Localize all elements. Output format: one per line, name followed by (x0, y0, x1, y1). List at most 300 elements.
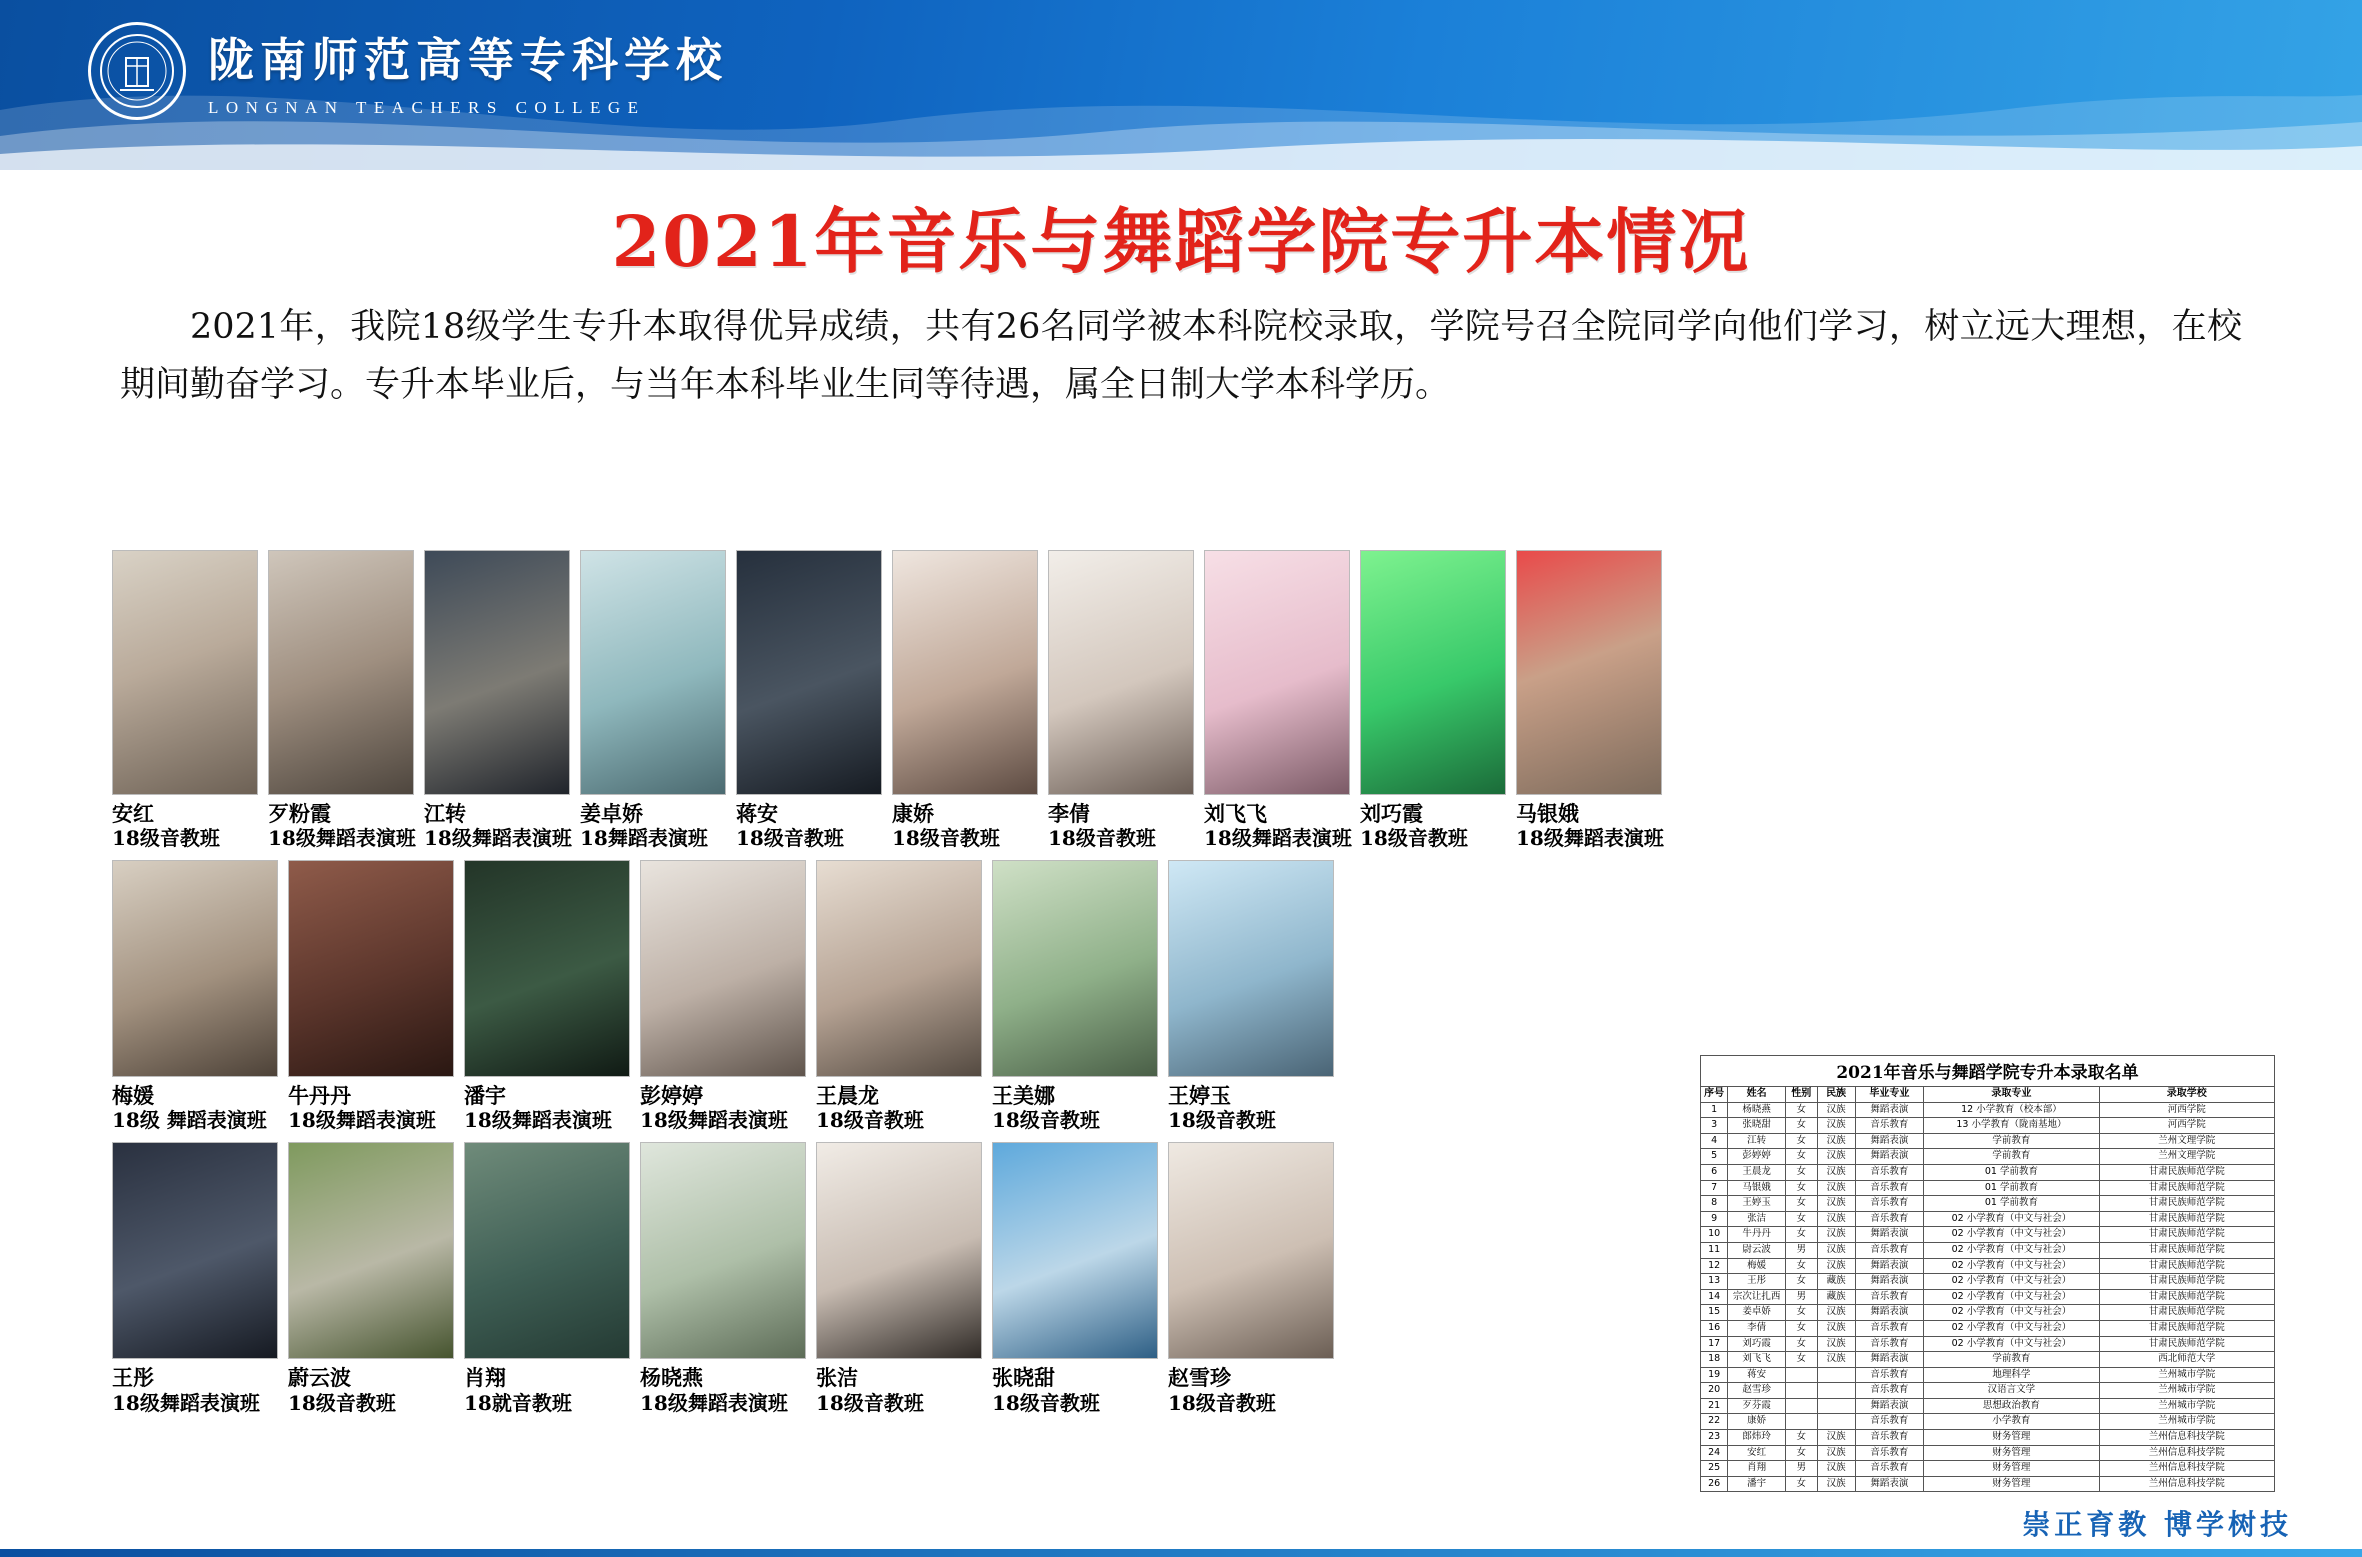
td-ethnicity: 藏族 (1817, 1289, 1855, 1305)
td-admitted-school: 甘肃民族师范学院 (2099, 1164, 2274, 1180)
td-major: 舞蹈表演 (1855, 1102, 1924, 1118)
td-admitted-major: 学前教育 (1924, 1133, 2099, 1149)
td-admitted-school: 兰州城市学院 (2099, 1398, 2274, 1414)
student-name: 刘巧霞 (1360, 801, 1423, 826)
student-photo (112, 1142, 278, 1359)
student-photo (1168, 1142, 1334, 1359)
student-name: 杨晓燕 (640, 1365, 703, 1391)
table-header-row (1701, 1087, 2275, 1103)
table-row (1701, 1118, 2275, 1134)
td-admitted-major: 思想政治教育 (1924, 1398, 2099, 1414)
td-admitted-school: 兰州信息科技学院 (2099, 1430, 2274, 1446)
td-gender: 男 (1785, 1289, 1817, 1305)
student-class: 18级 舞蹈表演班 (112, 1108, 267, 1133)
td-admitted-school: 甘肃民族师范学院 (2099, 1227, 2274, 1243)
student-name: 牛丹丹 (288, 1083, 351, 1109)
table-row (1701, 1149, 2275, 1165)
td-admitted-major: 02 小学教育（中文与社会） (1924, 1289, 2099, 1305)
student-name: 蒋安 (736, 801, 778, 826)
td-index: 12 (1701, 1258, 1728, 1274)
td-admitted-major: 02 小学教育（中文与社会） (1924, 1211, 2099, 1227)
td-major: 音乐教育 (1855, 1211, 1924, 1227)
td-major: 音乐教育 (1855, 1196, 1924, 1212)
td-ethnicity (1817, 1398, 1855, 1414)
student-photo (1360, 550, 1506, 795)
td-name: 康娇 (1728, 1414, 1786, 1430)
td-index: 4 (1701, 1133, 1728, 1149)
td-major: 舞蹈表演 (1855, 1352, 1924, 1368)
student-photo (640, 1142, 806, 1359)
table-row (1701, 1398, 2275, 1414)
td-gender (1785, 1414, 1817, 1430)
th-name: 姓名 (1728, 1087, 1786, 1103)
intro-paragraph: 2021年，我院18级学生专升本取得优异成绩，共有26名同学被本科院校录取，学院号召全院同学向他们学习，树立远大理想，在校期间勤奋学习。专升本毕业后，与当年本科毕业生同等待遇，属全日制大学本科学历。 (120, 307, 2242, 405)
student-name: 王晨龙 (816, 1083, 879, 1109)
student-card (1360, 550, 1516, 851)
td-ethnicity: 汉族 (1817, 1118, 1855, 1134)
table-row (1701, 1133, 2275, 1149)
th-admitted-major: 录取专业 (1924, 1087, 2099, 1103)
td-admitted-major: 01 学前教育 (1924, 1164, 2099, 1180)
td-gender: 女 (1785, 1164, 1817, 1180)
table-row (1701, 1258, 2275, 1274)
td-ethnicity: 汉族 (1817, 1445, 1855, 1461)
td-index: 11 (1701, 1242, 1728, 1258)
td-admitted-major: 学前教育 (1924, 1149, 2099, 1165)
student-photo (1168, 860, 1334, 1077)
student-class: 18级音教班 (992, 1108, 1100, 1133)
school-seal-icon (88, 22, 186, 120)
td-major: 舞蹈表演 (1855, 1274, 1924, 1290)
td-admitted-school: 甘肃民族师范学院 (2099, 1320, 2274, 1336)
td-ethnicity: 汉族 (1817, 1211, 1855, 1227)
student-class: 18级舞蹈表演班 (288, 1108, 436, 1133)
td-admitted-major: 财务管理 (1924, 1476, 2099, 1492)
student-name: 王美娜 (992, 1083, 1055, 1109)
td-gender: 女 (1785, 1118, 1817, 1134)
student-card (1204, 550, 1360, 851)
td-major: 音乐教育 (1855, 1289, 1924, 1305)
td-major: 音乐教育 (1855, 1445, 1924, 1461)
admission-table-title: 2021年音乐与舞蹈学院专升本录取名单 (1700, 1055, 2275, 1086)
student-class: 18级音教班 (892, 826, 1000, 851)
student-class: 18级音教班 (288, 1390, 396, 1415)
table-row (1701, 1102, 2275, 1118)
th-index: 序号 (1701, 1087, 1728, 1103)
td-admitted-major: 02 小学教育（中文与社会） (1924, 1274, 2099, 1290)
td-index: 17 (1701, 1336, 1728, 1352)
student-class: 18级舞蹈表演班 (640, 1390, 788, 1415)
td-gender: 女 (1785, 1430, 1817, 1446)
td-major: 音乐教育 (1855, 1242, 1924, 1258)
school-name-cn: 陇南师范高等专科学校 (208, 33, 728, 87)
td-ethnicity (1817, 1367, 1855, 1383)
student-class: 18级舞蹈表演班 (1204, 826, 1352, 851)
td-name: 王彤 (1728, 1274, 1786, 1290)
td-admitted-school: 甘肃民族师范学院 (2099, 1258, 2274, 1274)
student-name: 马银娥 (1516, 801, 1579, 826)
td-ethnicity: 藏族 (1817, 1274, 1855, 1290)
table-row (1701, 1180, 2275, 1196)
table-row (1701, 1242, 2275, 1258)
td-ethnicity: 汉族 (1817, 1196, 1855, 1212)
td-index: 26 (1701, 1476, 1728, 1492)
td-gender: 女 (1785, 1305, 1817, 1321)
student-photo (424, 550, 570, 795)
td-admitted-major: 02 小学教育（中文与社会） (1924, 1336, 2099, 1352)
th-ethnicity: 民族 (1817, 1087, 1855, 1103)
school-motto: 崇正育教 博学树技 (2022, 1508, 2292, 1541)
table-row (1701, 1476, 2275, 1492)
table-row (1701, 1352, 2275, 1368)
td-admitted-school: 甘肃民族师范学院 (2099, 1274, 2274, 1290)
td-major: 音乐教育 (1855, 1383, 1924, 1399)
td-name: 刘飞飞 (1728, 1352, 1786, 1368)
student-name: 潘宇 (464, 1083, 506, 1109)
td-index: 13 (1701, 1274, 1728, 1290)
td-admitted-school: 西北师范大学 (2099, 1352, 2274, 1368)
student-card (580, 550, 736, 851)
student-card (112, 1142, 288, 1415)
td-major: 音乐教育 (1855, 1336, 1924, 1352)
td-gender: 女 (1785, 1180, 1817, 1196)
table-row (1701, 1461, 2275, 1477)
td-admitted-school: 兰州文理学院 (2099, 1133, 2274, 1149)
td-ethnicity: 汉族 (1817, 1352, 1855, 1368)
student-name: 姜卓娇 (580, 801, 643, 826)
table-row (1701, 1305, 2275, 1321)
td-admitted-school: 甘肃民族师范学院 (2099, 1180, 2274, 1196)
td-major: 音乐教育 (1855, 1461, 1924, 1477)
td-name: 江转 (1728, 1133, 1786, 1149)
school-name-block (208, 24, 728, 118)
table-row (1701, 1227, 2275, 1243)
td-gender (1785, 1383, 1817, 1399)
student-name: 李倩 (1048, 801, 1090, 826)
td-ethnicity: 汉族 (1817, 1336, 1855, 1352)
student-name: 歹粉霞 (268, 801, 331, 826)
table-body (1701, 1102, 2275, 1492)
td-index: 3 (1701, 1118, 1728, 1134)
td-index: 20 (1701, 1383, 1728, 1399)
td-name: 马银娥 (1728, 1180, 1786, 1196)
table-row (1701, 1274, 2275, 1290)
student-card (424, 550, 580, 851)
td-major: 舞蹈表演 (1855, 1398, 1924, 1414)
student-card (992, 860, 1168, 1133)
td-admitted-major: 02 小学教育（中文与社会） (1924, 1320, 2099, 1336)
student-card (1516, 550, 1672, 851)
td-name: 李倩 (1728, 1320, 1786, 1336)
td-admitted-school: 兰州城市学院 (2099, 1367, 2274, 1383)
td-major: 音乐教育 (1855, 1180, 1924, 1196)
td-name: 姜卓娇 (1728, 1305, 1786, 1321)
td-admitted-school: 甘肃民族师范学院 (2099, 1196, 2274, 1212)
student-card (464, 860, 640, 1133)
student-card (640, 1142, 816, 1415)
student-card (992, 1142, 1168, 1415)
student-card (816, 1142, 992, 1415)
td-index: 15 (1701, 1305, 1728, 1321)
td-name: 王婷玉 (1728, 1196, 1786, 1212)
td-name: 安红 (1728, 1445, 1786, 1461)
td-name: 王晨龙 (1728, 1164, 1786, 1180)
td-admitted-school: 甘肃民族师范学院 (2099, 1211, 2274, 1227)
td-admitted-school: 甘肃民族师范学院 (2099, 1336, 2274, 1352)
td-admitted-major: 小学教育 (1924, 1414, 2099, 1430)
student-photo (992, 1142, 1158, 1359)
td-admitted-school: 兰州信息科技学院 (2099, 1461, 2274, 1477)
td-gender (1785, 1398, 1817, 1414)
student-card (736, 550, 892, 851)
td-admitted-major: 01 学前教育 (1924, 1196, 2099, 1212)
table-row (1701, 1414, 2275, 1430)
th-major: 毕业专业 (1855, 1087, 1924, 1103)
student-name: 王婷玉 (1168, 1083, 1231, 1109)
td-admitted-major: 地理科学 (1924, 1367, 2099, 1383)
table-row (1701, 1383, 2275, 1399)
td-gender: 女 (1785, 1102, 1817, 1118)
table-row (1701, 1164, 2275, 1180)
td-name: 蒋安 (1728, 1367, 1786, 1383)
student-name: 梅媛 (112, 1083, 154, 1109)
student-card (816, 860, 992, 1133)
td-major: 舞蹈表演 (1855, 1476, 1924, 1492)
student-class: 18就音教班 (464, 1390, 572, 1415)
student-photo (1516, 550, 1662, 795)
photo-row-1 (112, 550, 1672, 860)
student-class: 18级舞蹈表演班 (1516, 826, 1664, 851)
td-major: 舞蹈表演 (1855, 1133, 1924, 1149)
student-class: 18级音教班 (1360, 826, 1468, 851)
td-gender: 女 (1785, 1149, 1817, 1165)
student-class: 18级舞蹈表演班 (268, 826, 416, 851)
student-photo (288, 1142, 454, 1359)
student-class: 18级舞蹈表演班 (112, 1390, 260, 1415)
student-name: 江转 (424, 801, 466, 826)
td-ethnicity: 汉族 (1817, 1242, 1855, 1258)
page-banner (0, 0, 2362, 170)
td-major: 音乐教育 (1855, 1118, 1924, 1134)
td-name: 尉云波 (1728, 1242, 1786, 1258)
student-photo (1048, 550, 1194, 795)
student-photo (736, 550, 882, 795)
table-row (1701, 1430, 2275, 1446)
student-photo (892, 550, 1038, 795)
student-photo (992, 860, 1158, 1077)
student-photo (112, 860, 278, 1077)
td-admitted-school: 河西学院 (2099, 1102, 2274, 1118)
photo-row-3 (112, 1142, 1344, 1424)
td-admitted-major: 汉语言文学 (1924, 1383, 2099, 1399)
td-name: 刘巧霞 (1728, 1336, 1786, 1352)
student-name: 赵雪珍 (1168, 1365, 1231, 1391)
student-name: 康娇 (892, 801, 934, 826)
td-admitted-school: 甘肃民族师范学院 (2099, 1242, 2274, 1258)
td-major: 音乐教育 (1855, 1414, 1924, 1430)
td-ethnicity: 汉族 (1817, 1164, 1855, 1180)
td-index: 10 (1701, 1227, 1728, 1243)
table-row (1701, 1445, 2275, 1461)
th-admitted-school: 录取学校 (2099, 1087, 2274, 1103)
td-index: 25 (1701, 1461, 1728, 1477)
td-admitted-school: 甘肃民族师范学院 (2099, 1305, 2274, 1321)
td-name: 牛丹丹 (1728, 1227, 1786, 1243)
td-name: 张晓甜 (1728, 1118, 1786, 1134)
td-major: 音乐教育 (1855, 1164, 1924, 1180)
student-class: 18级音教班 (816, 1108, 924, 1133)
student-card (892, 550, 1048, 851)
td-ethnicity: 汉族 (1817, 1305, 1855, 1321)
td-major: 音乐教育 (1855, 1430, 1924, 1446)
table-row (1701, 1336, 2275, 1352)
student-class: 18级音教班 (1168, 1108, 1276, 1133)
td-ethnicity: 汉族 (1817, 1227, 1855, 1243)
td-admitted-major: 02 小学教育（中文与社会） (1924, 1258, 2099, 1274)
td-major: 舞蹈表演 (1855, 1258, 1924, 1274)
td-ethnicity: 汉族 (1817, 1461, 1855, 1477)
td-ethnicity: 汉族 (1817, 1430, 1855, 1446)
student-class: 18级舞蹈表演班 (464, 1108, 612, 1133)
student-card (1168, 860, 1344, 1133)
student-name: 张洁 (816, 1365, 858, 1391)
student-class: 18级音教班 (736, 826, 844, 851)
td-name: 杨晓燕 (1728, 1102, 1786, 1118)
student-card (112, 860, 288, 1133)
student-card (268, 550, 424, 851)
td-admitted-major: 02 小学教育（中文与社会） (1924, 1242, 2099, 1258)
student-photo (816, 860, 982, 1077)
td-admitted-major: 02 小学教育（中文与社会） (1924, 1305, 2099, 1321)
school-logo-group (88, 22, 728, 120)
td-ethnicity: 汉族 (1817, 1102, 1855, 1118)
td-index: 16 (1701, 1320, 1728, 1336)
admission-table (1700, 1086, 2275, 1492)
table-row (1701, 1211, 2275, 1227)
td-admitted-school: 兰州城市学院 (2099, 1383, 2274, 1399)
td-index: 21 (1701, 1398, 1728, 1414)
td-name: 郎炜玲 (1728, 1430, 1786, 1446)
td-gender (1785, 1367, 1817, 1383)
td-name: 宗次让扎西 (1728, 1289, 1786, 1305)
student-photo (580, 550, 726, 795)
td-major: 舞蹈表演 (1855, 1305, 1924, 1321)
student-photo (816, 1142, 982, 1359)
student-name: 蔚云波 (288, 1365, 351, 1391)
td-gender: 女 (1785, 1274, 1817, 1290)
td-gender: 男 (1785, 1461, 1817, 1477)
td-ethnicity (1817, 1383, 1855, 1399)
td-major: 音乐教育 (1855, 1320, 1924, 1336)
td-gender: 女 (1785, 1196, 1817, 1212)
student-photo (288, 860, 454, 1077)
td-index: 9 (1701, 1211, 1728, 1227)
td-major: 舞蹈表演 (1855, 1149, 1924, 1165)
td-gender: 女 (1785, 1211, 1817, 1227)
photo-row-2 (112, 860, 1344, 1142)
school-name-en: LONGNAN TEACHERS COLLEGE (208, 98, 646, 117)
td-admitted-school: 兰州信息科技学院 (2099, 1476, 2274, 1492)
td-ethnicity: 汉族 (1817, 1133, 1855, 1149)
student-class: 18级音教班 (112, 826, 220, 851)
student-card (288, 1142, 464, 1415)
td-admitted-major: 01 学前教育 (1924, 1180, 2099, 1196)
td-gender: 女 (1785, 1336, 1817, 1352)
td-ethnicity: 汉族 (1817, 1180, 1855, 1196)
td-ethnicity: 汉族 (1817, 1476, 1855, 1492)
td-ethnicity (1817, 1414, 1855, 1430)
td-gender: 男 (1785, 1242, 1817, 1258)
th-gender: 性别 (1785, 1087, 1817, 1103)
bottom-decoration-strip (0, 1549, 2362, 1557)
td-admitted-major: 学前教育 (1924, 1352, 2099, 1368)
td-admitted-school: 甘肃民族师范学院 (2099, 1289, 2274, 1305)
student-name: 刘飞飞 (1204, 801, 1267, 826)
td-name: 肖翔 (1728, 1461, 1786, 1477)
td-major: 音乐教育 (1855, 1367, 1924, 1383)
td-admitted-major: 财务管理 (1924, 1461, 2099, 1477)
table-row (1701, 1196, 2275, 1212)
student-photo (268, 550, 414, 795)
td-name: 彭婷婷 (1728, 1149, 1786, 1165)
poster-body (0, 170, 2362, 1557)
student-card (1048, 550, 1204, 851)
td-index: 7 (1701, 1180, 1728, 1196)
td-index: 8 (1701, 1196, 1728, 1212)
td-name: 潘宇 (1728, 1476, 1786, 1492)
td-index: 6 (1701, 1164, 1728, 1180)
td-index: 23 (1701, 1430, 1728, 1446)
td-ethnicity: 汉族 (1817, 1320, 1855, 1336)
td-admitted-major: 02 小学教育（中文与社会） (1924, 1227, 2099, 1243)
student-name: 彭婷婷 (640, 1083, 703, 1109)
table-row (1701, 1367, 2275, 1383)
td-index: 22 (1701, 1414, 1728, 1430)
student-name: 张晓甜 (992, 1365, 1055, 1391)
td-admitted-school: 兰州城市学院 (2099, 1414, 2274, 1430)
td-name: 张洁 (1728, 1211, 1786, 1227)
td-gender: 女 (1785, 1476, 1817, 1492)
td-name: 歹芬霞 (1728, 1398, 1786, 1414)
student-class: 18级音教班 (992, 1390, 1100, 1415)
td-name: 梅媛 (1728, 1258, 1786, 1274)
student-photo (640, 860, 806, 1077)
student-card (464, 1142, 640, 1415)
table-row (1701, 1320, 2275, 1336)
td-admitted-major: 13 小学教育（陇南基地） (1924, 1118, 2099, 1134)
td-admitted-school: 兰州信息科技学院 (2099, 1445, 2274, 1461)
td-major: 舞蹈表演 (1855, 1227, 1924, 1243)
td-index: 18 (1701, 1352, 1728, 1368)
student-card (640, 860, 816, 1133)
student-card (1168, 1142, 1344, 1415)
td-name: 赵雪珍 (1728, 1383, 1786, 1399)
td-index: 14 (1701, 1289, 1728, 1305)
student-photo-grid (112, 550, 1672, 1425)
student-name: 安红 (112, 801, 154, 826)
student-name: 王彤 (112, 1365, 154, 1391)
td-gender: 女 (1785, 1258, 1817, 1274)
td-ethnicity: 汉族 (1817, 1149, 1855, 1165)
student-class: 18级舞蹈表演班 (640, 1108, 788, 1133)
td-admitted-major: 财务管理 (1924, 1445, 2099, 1461)
student-photo (464, 860, 630, 1077)
table-row (1701, 1289, 2275, 1305)
td-index: 19 (1701, 1367, 1728, 1383)
student-class: 18级音教班 (1168, 1390, 1276, 1415)
student-photo (1204, 550, 1350, 795)
student-name: 肖翔 (464, 1365, 506, 1391)
